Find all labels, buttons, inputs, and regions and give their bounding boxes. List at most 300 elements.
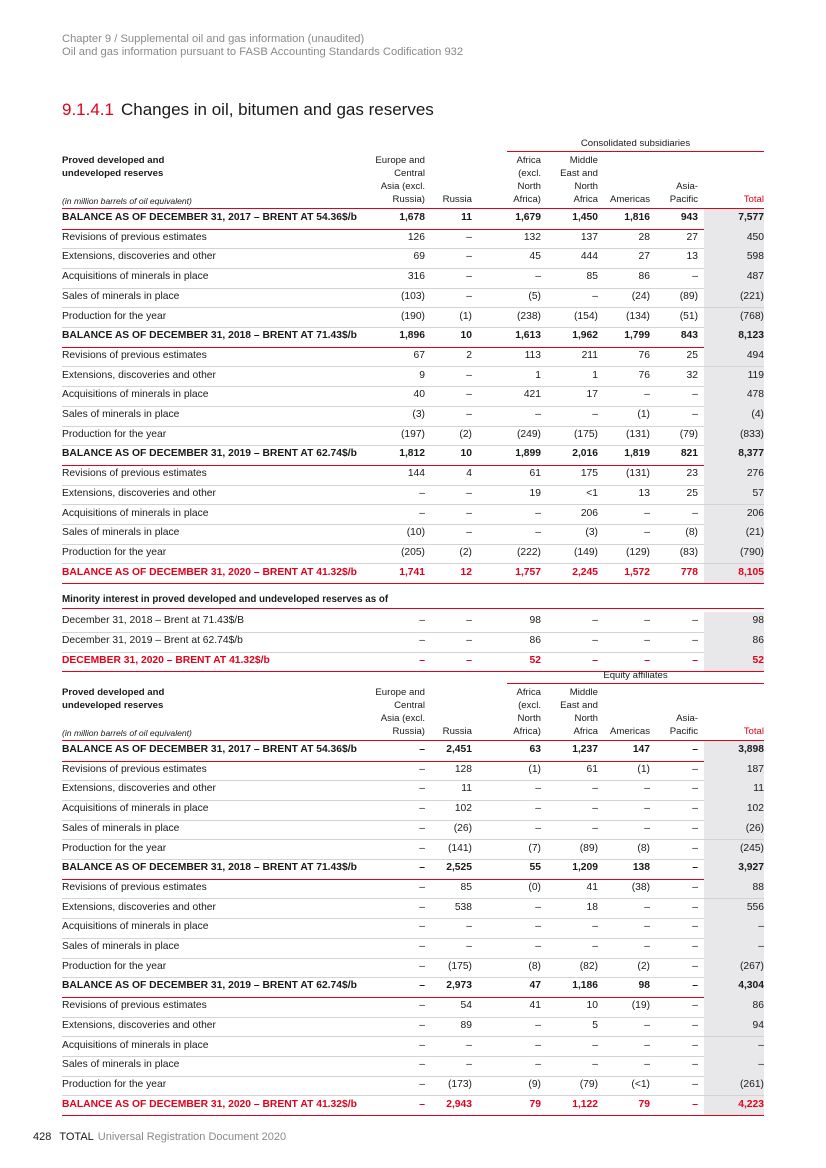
table-row (62, 879, 764, 900)
cell-value: 1,757 (515, 566, 541, 578)
table-row (62, 918, 764, 939)
cell-value: – (592, 921, 598, 933)
cell-value: – (466, 941, 472, 952)
page-footer (33, 1131, 286, 1143)
cell-value: (2) (637, 960, 650, 972)
cell-value: 98 (638, 980, 650, 992)
balance-row (62, 327, 764, 348)
total-cell (704, 288, 764, 308)
cell-value: – (466, 231, 472, 243)
cell-value: 175 (580, 468, 598, 480)
column-label-total: Total (743, 194, 764, 205)
cell-value: (3) (412, 409, 425, 420)
cell-value: – (592, 654, 598, 666)
column-label: Africa (excl. North Africa) (513, 687, 541, 737)
cell-value: 19 (529, 487, 541, 499)
balance-row (62, 445, 764, 466)
cell-value: – (692, 507, 698, 519)
total-cell (704, 406, 764, 426)
total-value: – (758, 1059, 764, 1071)
cell-value: – (419, 1039, 425, 1051)
cell-value: 102 (454, 803, 472, 815)
header-subtitle: Oil and gas information pursuant to FASB Accounting Standards Codification 932 (62, 46, 464, 58)
row-label: Production for the year (62, 960, 167, 972)
total-cell (704, 229, 764, 249)
total-value: – (758, 941, 764, 952)
cell-value: – (466, 389, 472, 401)
table-row (62, 406, 764, 427)
cell-value: – (692, 1000, 698, 1012)
total-value: 450 (746, 231, 764, 243)
cell-value: (175) (447, 960, 472, 972)
total-cell (704, 652, 764, 672)
total-cell (704, 612, 764, 632)
cell-value: (83) (679, 546, 698, 558)
total-value: 102 (746, 803, 764, 815)
page-header (62, 33, 463, 59)
table-row (62, 1056, 764, 1077)
total-value: 119 (747, 369, 764, 381)
cell-value: 1,816 (624, 212, 650, 223)
cell-value: 128 (454, 763, 472, 775)
cell-value: (10) (406, 527, 425, 539)
row-label: Extensions, discoveries and other (62, 783, 216, 795)
table-caption: Consolidated subsidiaries (507, 138, 764, 152)
table-row (62, 632, 764, 653)
total-cell (704, 544, 764, 564)
cell-value: 63 (529, 744, 541, 755)
cell-value: 18 (586, 901, 598, 913)
cell-value: – (466, 527, 472, 539)
cell-value: – (419, 862, 425, 874)
cell-value: 41 (529, 1000, 541, 1012)
cell-value: – (419, 1098, 425, 1110)
chapter-title: / Supplemental oil and gas information (unaudited) (114, 33, 365, 45)
cell-value: (5) (528, 290, 541, 302)
cell-value: 47 (529, 980, 541, 992)
total-value: (790) (739, 546, 764, 558)
cell-value: – (692, 783, 698, 795)
cell-value: – (692, 921, 698, 933)
cell-value: – (592, 822, 598, 834)
total-value: 57 (752, 487, 764, 499)
total-value: 86 (752, 1000, 764, 1012)
cell-value: 12 (460, 566, 472, 578)
cell-value: – (692, 1098, 698, 1110)
cell-value: 538 (454, 901, 472, 913)
cell-value: – (419, 980, 425, 992)
cell-value: 821 (680, 448, 698, 460)
cell-value: – (644, 921, 650, 933)
cell-value: 943 (680, 212, 698, 223)
total-value: (221) (739, 290, 764, 302)
cell-value: 28 (638, 231, 650, 243)
cell-value: – (692, 822, 698, 834)
cell-value: (1) (637, 409, 650, 420)
cell-value: (26) (453, 822, 472, 834)
cell-value: 137 (580, 231, 598, 243)
total-cell (704, 859, 764, 879)
table-row (62, 268, 764, 289)
cell-value: – (692, 941, 698, 952)
cell-value: – (535, 1019, 541, 1031)
cell-value: – (535, 783, 541, 795)
cell-value: 76 (638, 369, 650, 381)
cell-value: – (535, 507, 541, 519)
table-row (62, 1076, 764, 1097)
section-heading (62, 100, 434, 120)
cell-value: 11 (461, 212, 472, 223)
cell-value: – (644, 615, 650, 627)
total-cell (704, 1096, 764, 1116)
balance-row (62, 1096, 764, 1117)
total-value: 3,927 (738, 862, 764, 874)
row-label: Revisions of previous estimates (62, 881, 207, 893)
column-label: Russia (442, 726, 472, 737)
column-label: Middle East and North Africa (560, 155, 598, 205)
cell-value: 2,016 (572, 448, 598, 460)
brand-name: TOTAL (59, 1131, 94, 1143)
cell-value: – (535, 1039, 541, 1051)
total-cell (704, 209, 764, 229)
cell-value: (238) (516, 310, 541, 322)
column-label: Europe and Central Asia (excl. Russia) (375, 687, 425, 737)
cell-value: <1 (586, 487, 598, 499)
table-row (62, 761, 764, 782)
cell-value: 1,450 (572, 212, 598, 223)
cell-value: (173) (447, 1078, 472, 1090)
cell-value: (131) (625, 428, 650, 440)
cell-value: – (535, 409, 541, 420)
balance-row (62, 977, 764, 998)
cell-value: 41 (586, 881, 598, 893)
cell-value: – (535, 803, 541, 815)
cell-value: (149) (573, 546, 598, 558)
cell-value: – (692, 615, 698, 627)
cell-value: – (535, 901, 541, 913)
row-label: Extensions, discoveries and other (62, 1019, 216, 1031)
cell-value: (19) (631, 1000, 650, 1012)
cell-value: 2,451 (446, 744, 472, 755)
cell-value: (79) (579, 1078, 598, 1090)
total-cell (704, 958, 764, 978)
cell-value: – (692, 744, 698, 755)
unit-label: (in million barrels of oil equivalent) (62, 196, 192, 206)
cell-value: 1,896 (399, 330, 425, 342)
cell-value: (8) (637, 842, 650, 854)
total-cell (704, 820, 764, 840)
cell-value: 1,799 (624, 330, 650, 342)
total-value: 494 (746, 349, 764, 361)
table-row (62, 465, 764, 486)
cell-value: 2,245 (572, 566, 598, 578)
cell-value: 132 (523, 231, 541, 243)
cell-value: – (692, 803, 698, 815)
cell-value: 27 (638, 251, 650, 263)
total-cell (704, 445, 764, 465)
cell-value: – (535, 1059, 541, 1071)
cell-value: – (692, 1078, 698, 1090)
total-value: (4) (751, 409, 764, 420)
total-value: 598 (746, 251, 764, 263)
cell-value: (205) (400, 546, 425, 558)
total-cell (704, 761, 764, 781)
cell-value: – (419, 507, 425, 519)
cell-value: – (692, 763, 698, 775)
cell-value: 79 (638, 1098, 650, 1110)
cell-value: (8) (685, 527, 698, 539)
cell-value: (0) (528, 881, 541, 893)
row-label: December 31, 2018 – Brent at 71.43$/B (62, 615, 245, 627)
table-row (62, 524, 764, 545)
cell-value: 4 (466, 468, 472, 480)
cell-value: 1,613 (515, 330, 541, 342)
table-row (62, 248, 764, 269)
total-cell (704, 780, 764, 800)
total-value: (261) (739, 1078, 764, 1090)
column-label: Americas (610, 726, 650, 737)
total-cell (704, 840, 764, 860)
row-label: BALANCE AS OF DECEMBER 31, 2019 – BRENT AT 62.74$/b (62, 980, 357, 992)
cell-value: – (692, 862, 698, 874)
cell-value: – (592, 1059, 598, 1071)
row-label: Extensions, discoveries and other (62, 369, 216, 381)
total-cell (704, 997, 764, 1017)
total-cell (704, 248, 764, 268)
cell-value: – (419, 744, 425, 755)
cell-value: 55 (529, 862, 541, 874)
cell-value: – (535, 822, 541, 834)
total-value: 4,304 (738, 980, 764, 992)
cell-value: 144 (407, 468, 425, 480)
total-cell (704, 1037, 764, 1057)
cell-value: (129) (625, 546, 650, 558)
total-cell (704, 367, 764, 387)
cell-value: 9 (419, 369, 425, 381)
row-label: Extensions, discoveries and other (62, 901, 216, 913)
cell-value: (1) (637, 763, 650, 775)
cell-value: 13 (686, 251, 698, 263)
total-cell (704, 524, 764, 544)
row-label: BALANCE AS OF DECEMBER 31, 2018 – BRENT AT 71.43$/b (62, 862, 357, 874)
cell-value: – (592, 1039, 598, 1051)
cell-value: – (466, 369, 472, 381)
table-row (62, 544, 764, 565)
cell-value: (89) (679, 290, 698, 302)
cell-value: – (466, 921, 472, 933)
column-label: Americas (610, 194, 650, 205)
row-label: BALANCE AS OF DECEMBER 31, 2017 – BRENT AT 54.36$/b (62, 212, 357, 223)
cell-value: – (692, 842, 698, 854)
page-number: 428 (33, 1131, 52, 1143)
cell-value: 89 (460, 1019, 472, 1031)
cell-value: – (592, 941, 598, 952)
cell-value: (24) (631, 290, 650, 302)
total-value: (267) (739, 960, 764, 972)
table-row (62, 938, 764, 959)
row-label: December 31, 2019 – Brent at 62.74$/b (62, 635, 243, 646)
table-row (62, 800, 764, 821)
cell-value: 61 (586, 763, 598, 775)
total-value: 11 (753, 783, 764, 795)
cell-value: 23 (686, 468, 698, 480)
cell-value: – (692, 389, 698, 401)
total-cell (704, 977, 764, 997)
cell-value: – (466, 409, 472, 420)
cell-value: 32 (686, 369, 698, 381)
cell-value: – (644, 803, 650, 815)
row-label: Production for the year (62, 428, 167, 440)
cell-value: – (466, 290, 472, 302)
total-cell (704, 327, 764, 347)
cell-value: – (419, 635, 425, 646)
table-row (62, 308, 764, 329)
cell-value: 138 (632, 862, 650, 874)
cell-value: 85 (460, 881, 472, 893)
table-row (62, 958, 764, 979)
cell-value: – (466, 271, 472, 283)
row-label: Revisions of previous estimates (62, 763, 207, 775)
total-cell (704, 800, 764, 820)
cell-value: – (466, 654, 472, 666)
cell-value: – (419, 921, 425, 933)
cell-value: – (466, 507, 472, 519)
cell-value: – (419, 487, 425, 499)
cell-value: (3) (585, 527, 598, 539)
column-header (62, 684, 764, 741)
cell-value: (134) (625, 310, 650, 322)
total-value: – (758, 1039, 764, 1051)
cell-value: – (692, 881, 698, 893)
cell-value: 1,209 (572, 862, 598, 874)
cell-value: – (644, 635, 650, 646)
total-value: (245) (739, 842, 764, 854)
total-value: 52 (752, 654, 764, 666)
cell-value: (154) (573, 310, 598, 322)
cell-value: – (419, 881, 425, 893)
cell-value: 126 (407, 231, 425, 243)
total-value: (21) (745, 527, 764, 539)
cell-value: – (535, 271, 541, 283)
table-row (62, 1017, 764, 1038)
cell-value: – (466, 487, 472, 499)
cell-value: – (419, 615, 425, 627)
cell-value: 86 (529, 635, 541, 646)
row-label: Acquisitions of minerals in place (62, 921, 209, 933)
cell-value: (8) (528, 960, 541, 972)
total-value: 8,123 (738, 330, 764, 342)
cell-value: (9) (528, 1078, 541, 1090)
cell-value: – (466, 615, 472, 627)
cell-value: 1,679 (515, 212, 541, 223)
table-row (62, 386, 764, 407)
cell-value: 1,812 (399, 448, 425, 460)
cell-value: 843 (680, 330, 698, 342)
cell-value: 67 (413, 349, 425, 361)
row-label: Acquisitions of minerals in place (62, 507, 209, 519)
total-value: (833) (739, 428, 764, 440)
cell-value: (131) (625, 468, 650, 480)
chapter-number: Chapter 9 (62, 33, 112, 45)
cell-value: – (644, 822, 650, 834)
total-value: 206 (746, 507, 764, 519)
cell-value: – (419, 803, 425, 815)
table-row (62, 840, 764, 861)
row-label: BALANCE AS OF DECEMBER 31, 2017 – BRENT AT 54.36$/b (62, 744, 357, 755)
column-header (62, 152, 764, 209)
cell-value: (1) (459, 310, 472, 322)
cell-value: (82) (579, 960, 598, 972)
cell-value: 1,741 (399, 566, 425, 578)
row-label: Sales of minerals in place (62, 822, 180, 834)
row-label: Revisions of previous estimates (62, 349, 207, 361)
cell-value: 1 (592, 369, 598, 381)
total-value: 94 (752, 1019, 764, 1031)
cell-value: 1,678 (399, 212, 425, 223)
cell-value: – (419, 941, 425, 952)
total-value: 276 (746, 468, 764, 480)
minority-subheader: Minority interest in proved developed and undeveloped reserves as of (62, 594, 764, 609)
cell-value: (103) (400, 290, 425, 302)
cell-value: – (419, 960, 425, 972)
total-value: 88 (752, 881, 764, 893)
row-label: Extensions, discoveries and other (62, 487, 216, 499)
total-cell (704, 268, 764, 288)
column-label: Russia (442, 194, 472, 205)
column-label: Africa (excl. North Africa) (513, 155, 541, 205)
cell-value: 421 (523, 389, 541, 401)
cell-value: (89) (579, 842, 598, 854)
row-label: Sales of minerals in place (62, 290, 180, 302)
total-value: 478 (746, 389, 764, 401)
cell-value: – (535, 921, 541, 933)
cell-value: – (592, 803, 598, 815)
total-cell (704, 308, 764, 328)
total-value: 4,223 (738, 1098, 764, 1110)
cell-value: – (692, 409, 698, 420)
total-value: 3,898 (738, 744, 764, 755)
cell-value: – (466, 251, 472, 263)
cell-value: – (644, 389, 650, 401)
cell-value: (51) (679, 310, 698, 322)
cell-value: – (419, 1059, 425, 1071)
row-label: BALANCE AS OF DECEMBER 31, 2020 – BRENT AT 41.32$/b (62, 1098, 357, 1110)
total-value: 7,577 (738, 212, 764, 223)
total-cell (704, 1017, 764, 1037)
table-caption: Equity affiliates (507, 670, 764, 684)
total-cell (704, 465, 764, 485)
column-label: Asia- Pacific (669, 713, 698, 737)
total-cell (704, 1056, 764, 1076)
cell-value: – (466, 635, 472, 646)
balance-row (62, 859, 764, 880)
row-label: Acquisitions of minerals in place (62, 803, 209, 815)
unit-label: (in million barrels of oil equivalent) (62, 728, 192, 738)
row-label: Revisions of previous estimates (62, 231, 207, 243)
cell-value: – (644, 527, 650, 539)
total-cell (704, 564, 764, 584)
cell-value: 444 (580, 251, 598, 263)
cell-value: – (644, 783, 650, 795)
cell-value: 25 (686, 487, 698, 499)
table-row (62, 1037, 764, 1058)
table-row (62, 505, 764, 526)
cell-value: 52 (529, 654, 541, 666)
row-label: DECEMBER 31, 2020 – BRENT AT 41.32$/b (62, 654, 270, 666)
cell-value: 61 (529, 468, 541, 480)
total-cell (704, 918, 764, 938)
row-label: BALANCE AS OF DECEMBER 31, 2020 – BRENT AT 41.32$/b (62, 566, 357, 578)
